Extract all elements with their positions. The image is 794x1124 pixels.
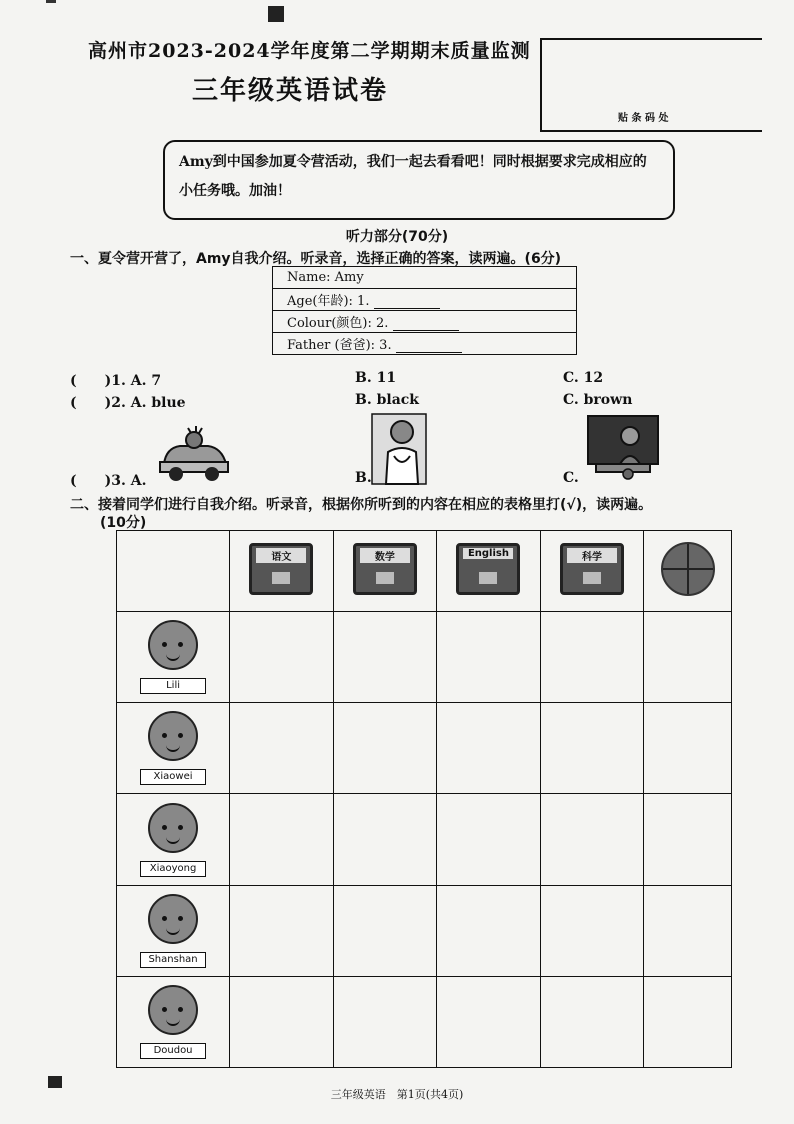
subject-chinese (230, 531, 334, 612)
tick-cell[interactable] (333, 794, 437, 885)
subject-science (540, 531, 644, 612)
listening-section-title: 听力部分(70分) (345, 229, 449, 245)
english-book-icon: English (456, 543, 520, 595)
q1-option-c: C. 12 (563, 370, 604, 386)
exam-subtitle: 三年级英语试卷 (192, 76, 389, 106)
info-colour-row: Colour(颜色): 2. (273, 311, 577, 333)
tick-cell[interactable] (540, 703, 644, 794)
tick-cell[interactable] (540, 794, 644, 885)
tick-cell[interactable] (540, 885, 644, 976)
tick-cell[interactable] (644, 703, 732, 794)
tick-cell[interactable] (644, 976, 732, 1067)
tick-cell[interactable] (644, 885, 732, 976)
subject-basketball (644, 531, 732, 612)
colour-blank[interactable] (393, 318, 459, 331)
tick-cell[interactable] (333, 976, 437, 1067)
q3-option-b: B. (355, 470, 372, 486)
exam-title: 高州市2023-2024学年度第二学期期末质量监测 (88, 40, 531, 62)
tick-cell[interactable] (333, 885, 437, 976)
info-name-row: Name: Amy (273, 267, 577, 289)
tick-cell[interactable] (437, 885, 541, 976)
tick-cell[interactable] (230, 612, 334, 703)
amy-info-table (272, 266, 577, 355)
taxi-driver-icon (158, 424, 230, 484)
boy-face-icon (148, 711, 198, 761)
tick-cell[interactable] (230, 976, 334, 1067)
basketball-icon (661, 542, 715, 596)
q2-option-b: B. black (355, 392, 419, 408)
father-blank[interactable] (396, 340, 462, 353)
corner-cell (117, 531, 230, 612)
intro-box: Amy到中国参加夏令营活动，我们一起去看看吧！同时根据要求完成相应的小任务哦。加油！ (163, 140, 675, 220)
student-xiaoyong: Xiaoyong (117, 794, 230, 885)
tick-cell[interactable] (230, 885, 334, 976)
student-lili: Lili (117, 612, 230, 703)
tick-cell[interactable] (230, 703, 334, 794)
tick-cell[interactable] (437, 703, 541, 794)
tick-cell[interactable] (437, 976, 541, 1067)
q1-option-a: ( )1. A. 7 (70, 373, 162, 389)
teacher-icon (586, 414, 660, 480)
page-footer: 三年级英语 第1页(共4页) (330, 1088, 464, 1101)
q3-option-c: C. (563, 470, 579, 486)
maths-book-icon: 数学 (353, 543, 417, 595)
info-father-row: Father (爸爸): 3. (273, 333, 577, 355)
registration-mark (268, 6, 284, 22)
student-doudou: Doudou (117, 976, 230, 1067)
age-blank[interactable] (374, 296, 440, 309)
tick-cell[interactable] (437, 612, 541, 703)
part1-heading: 一、夏令营开营了，Amy自我介绍。听录音，选择正确的答案，读两遍。(6分) (70, 251, 562, 267)
q2-option-a: ( )2. A. blue (70, 395, 186, 411)
q1-option-b: B. 11 (355, 370, 397, 386)
barcode-area (540, 38, 762, 132)
q3-option-a: ( )3. A. (70, 473, 147, 489)
girl-face-icon (148, 985, 198, 1035)
girl-face-icon (148, 620, 198, 670)
subject-english (437, 531, 541, 612)
hobby-grid (116, 530, 732, 1068)
tick-cell[interactable] (644, 612, 732, 703)
barcode-label: 贴 条 码 处 (618, 113, 669, 124)
tick-cell[interactable] (333, 612, 437, 703)
tick-cell[interactable] (333, 703, 437, 794)
subject-maths (333, 531, 437, 612)
student-xiaowei: Xiaowei (117, 703, 230, 794)
tick-cell[interactable] (644, 794, 732, 885)
tick-cell[interactable] (437, 794, 541, 885)
girl-face-icon (148, 894, 198, 944)
tick-cell[interactable] (540, 612, 644, 703)
part2-heading: 二、接着同学们进行自我介绍。听录音，根据你所听到的内容在相应的表格里打(√)，读两遍。 (70, 497, 653, 513)
info-age-row: Age(年龄): 1. (273, 289, 577, 311)
student-shanshan: Shanshan (117, 885, 230, 976)
tick-cell[interactable] (230, 794, 334, 885)
boy-face-icon (148, 803, 198, 853)
scan-mark (46, 0, 56, 3)
tick-cell[interactable] (540, 976, 644, 1067)
q2-option-c: C. brown (563, 392, 633, 408)
part2-points: (10分) (100, 515, 147, 531)
science-book-icon: 科学 (560, 543, 624, 595)
chinese-book-icon: 语文 (249, 543, 313, 595)
doctor-icon (370, 412, 428, 486)
